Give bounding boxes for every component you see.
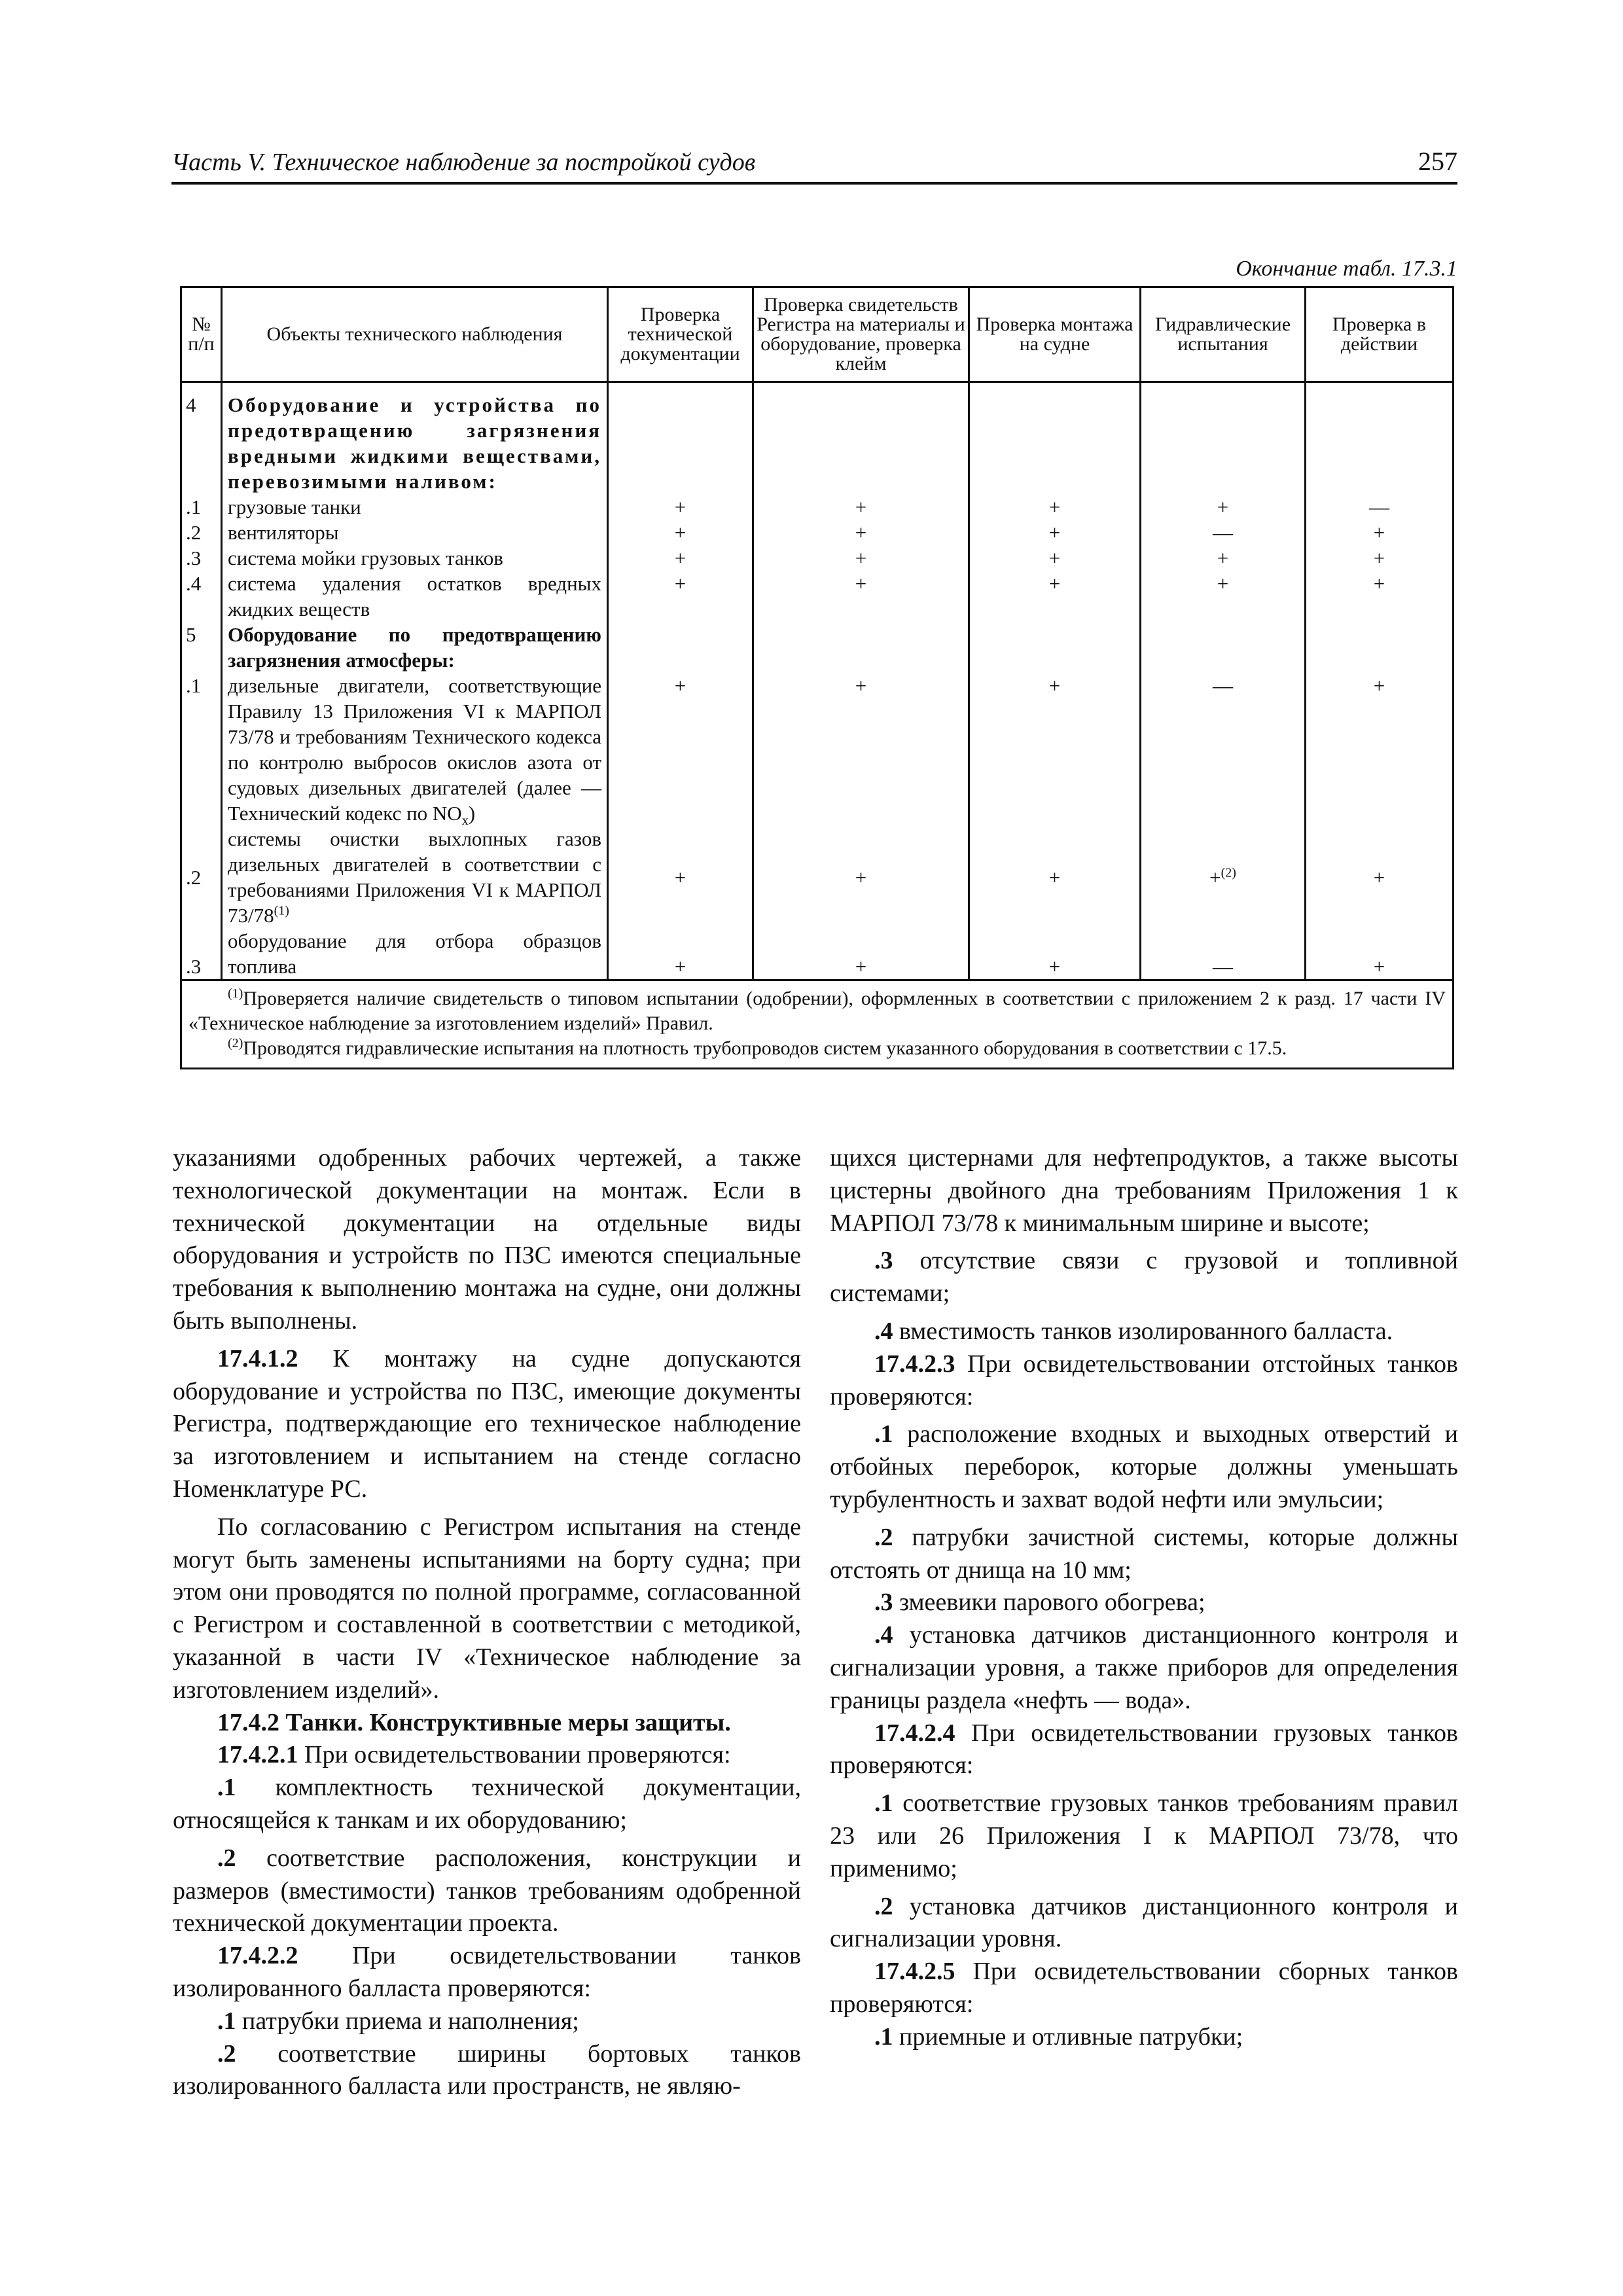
table-row: [181, 622, 1454, 673]
supervision-table: [180, 286, 1454, 1069]
row-object-text: системы очистки выхлопных газов дизельных двигателей в соответствии с требованиями Приложения VI к МАРПОЛ 73/78: [228, 827, 601, 927]
paragraph-text: установка датчиков дистанционного контроля и сигнализации уровня, а также приборов для определения границы раздела «нефть — вода».: [830, 1621, 1458, 1714]
paragraph-text: комплектность технической документации, относящейся к танкам и их оборудованию;: [173, 1774, 801, 1834]
item-number: .4: [874, 1621, 893, 1649]
item-number: .3: [874, 1588, 893, 1617]
row-mark: [608, 622, 753, 673]
row-object: система удаления остатков вредных жидких веществ: [222, 571, 608, 622]
row-mark: +: [608, 494, 753, 520]
paragraph-text: соответствие расположения, конструкции и размеров (вместимости) танков требованиям одобренной технической документации проекта.: [173, 1844, 801, 1937]
paragraph: [173, 1842, 801, 1940]
item-number: .1: [217, 2007, 236, 2035]
clause-number: 17.4.2.5: [874, 1958, 955, 1986]
row-mark: +: [608, 545, 753, 571]
paragraph-text: приемные и отливные патрубки;: [893, 2022, 1243, 2051]
row-mark: [1306, 622, 1454, 673]
col-header-hydraulic: Гидравлические испытания: [1141, 287, 1306, 382]
section-heading: 17.4.2 Танки. Конструктивные меры защиты.: [217, 1708, 731, 1736]
paragraph: указаниями одобренных рабочих чертежей, а также технологической документации на монтаж. Если в технической документации на отдельные виды оборудования и устройств по ПЗС имеются специальные требования к выполнению монтажа на судне, они должны быть выполнены.: [173, 1144, 801, 1335]
left-column: [173, 1142, 801, 2103]
row-mark: +: [753, 545, 969, 571]
table-row: [181, 826, 1454, 928]
table-caption: Окончание табл. 17.3.1: [1236, 257, 1457, 281]
table-row: [181, 494, 1454, 520]
row-mark: +: [1306, 673, 1454, 826]
paragraph-text: патрубки зачистной системы, которые должны отстоять от днища на 10 мм;: [830, 1523, 1458, 1584]
paragraph-text: вместимость танков изолированного балласта.: [893, 1317, 1393, 1345]
paragraph: [173, 1940, 801, 2005]
table-header-row: [181, 287, 1454, 382]
page-number: 257: [1418, 147, 1457, 176]
paragraph-text: змеевики парового обогрева;: [893, 1588, 1205, 1617]
paragraph-text: При освидетельствовании проверяются:: [298, 1741, 731, 1769]
row-mark: +: [753, 520, 969, 545]
footnote-1: [188, 986, 1446, 1036]
row-mark: +: [608, 673, 753, 826]
row-mark: —: [1306, 494, 1454, 520]
row-mark: +: [1141, 545, 1306, 571]
col-header-operation: Проверка в действии: [1306, 287, 1454, 382]
clause-number: 17.4.2.4: [874, 1719, 955, 1747]
paragraph: [173, 2038, 801, 2104]
row-mark: [969, 382, 1141, 495]
footnote-ref: (2): [1221, 865, 1236, 880]
table-row: [181, 545, 1454, 571]
table-row: [181, 928, 1454, 980]
paragraph-text: К монтажу на судне допускаются оборудование и устройства по ПЗС, имеющие документы Регистра, подтверждающие его техническое наблюдение за изготовлением и испытанием на стенде согласно Номенклатуре РС.: [173, 1344, 801, 1503]
paragraph: [830, 1619, 1458, 1717]
row-mark: +: [1209, 865, 1221, 889]
paragraph: [830, 1522, 1458, 1587]
row-object: система мойки грузовых танков: [222, 545, 608, 571]
row-mark: +: [753, 826, 969, 928]
col-header-certificates: Проверка свидетельств Регистра на материалы и оборудование, проверка клейм: [753, 287, 969, 382]
row-number: .1: [181, 673, 222, 826]
paragraph-text: патрубки приема и наполнения;: [236, 2007, 579, 2035]
row-object: [222, 673, 608, 829]
row-mark: +: [1306, 928, 1454, 980]
row-mark: —: [1141, 520, 1306, 545]
col-header-num: № п/п: [181, 287, 222, 382]
paragraph-text: При освидетельствовании танков изолированного балласта проверяются:: [173, 1942, 801, 2002]
row-mark: +: [753, 928, 969, 980]
table-footnotes: [181, 980, 1454, 1069]
paragraph: [830, 1891, 1458, 1956]
row-mark: +: [1306, 826, 1454, 928]
col-header-object: Объекты технического наблюдения: [222, 287, 608, 382]
paragraph: [173, 1772, 801, 1837]
row-object: [222, 826, 608, 928]
footnote-2-mark: (2): [228, 1036, 243, 1050]
row-object: Оборудование и устройства по предотвращению загрязнения вредными жидкими веществами, перевозимыми наливом:: [222, 382, 608, 495]
clause-number: 17.4.1.2: [217, 1344, 298, 1372]
paragraph: [830, 1587, 1458, 1619]
row-mark: [1141, 622, 1306, 673]
item-number: .1: [874, 1420, 893, 1448]
row-number: .3: [181, 928, 222, 980]
item-number: .1: [874, 2022, 893, 2051]
row-mark: +: [608, 928, 753, 980]
item-number: .2: [217, 1844, 236, 1872]
row-number: .2: [181, 826, 222, 928]
clause-number: 17.4.2.3: [874, 1350, 955, 1378]
row-number: .1: [181, 494, 222, 520]
paragraph-text: расположение входных и выходных отверстий и отбойных переборок, которые должны уменьшать турбулентность и захват водой нефти или эмульсии;: [830, 1420, 1458, 1513]
row-mark: +: [1141, 494, 1306, 520]
table-row: [181, 382, 1454, 495]
footnote-1-mark: (1): [228, 986, 243, 1001]
row-object-text: дизельные двигатели, соответствующие Правилу 13 Приложения VI к МАРПОЛ 73/78 и требованиям Технического кодекса по контролю выбросов окислов азота от судовых дизельных двигателей (далее — Технический кодекс по NO: [228, 674, 601, 825]
row-mark: +: [753, 494, 969, 520]
row-mark-with-ref: [1141, 826, 1306, 928]
item-number: .4: [874, 1317, 893, 1345]
col-header-installation: Проверка монтажа на судне: [969, 287, 1141, 382]
row-object-subscript: x: [461, 814, 469, 829]
row-mark: [1141, 382, 1306, 495]
row-mark: +: [969, 571, 1141, 622]
paragraph: щихся цистернами для нефтепродуктов, а также высоты цистерны двойного дна требованиям Приложения 1 к МАРПОЛ 73/78 к минимальным ширине и высоте;: [830, 1144, 1458, 1237]
row-mark: [608, 382, 753, 495]
item-number: .1: [874, 1789, 893, 1818]
row-mark: +: [753, 571, 969, 622]
item-number: .2: [217, 2039, 236, 2068]
paragraph-text: установка датчиков дистанционного контроля и сигнализации уровня.: [830, 1892, 1458, 1953]
row-object: грузовые танки: [222, 494, 608, 520]
paragraph-text: соответствие грузовых танков требованиям правил 23 или 26 Приложения I к МАРПОЛ 73/78, что применимо;: [830, 1789, 1458, 1882]
footnote-2: [188, 1036, 1446, 1061]
paragraph: [830, 1245, 1458, 1310]
item-number: .2: [874, 1892, 893, 1920]
row-mark: +: [969, 520, 1141, 545]
row-mark: [753, 622, 969, 673]
row-mark: —: [1141, 673, 1306, 826]
row-mark: [969, 622, 1141, 673]
item-number: .3: [874, 1247, 893, 1275]
row-mark: +: [969, 928, 1141, 980]
col-header-docs: Проверка технической документации: [608, 287, 753, 382]
row-mark: +: [753, 673, 969, 826]
clause-number: 17.4.2.2: [217, 1942, 298, 1970]
paragraph-text: При освидетельствовании отстойных танков проверяются:: [830, 1350, 1458, 1410]
row-mark: +: [969, 494, 1141, 520]
row-mark: +: [608, 571, 753, 622]
right-column: [830, 1142, 1458, 2054]
paragraph: [173, 1739, 801, 1772]
row-mark: [753, 382, 969, 495]
clause-number: 17.4.2.1: [217, 1741, 298, 1769]
paragraph-text: При освидетельствовании грузовых танков проверяются:: [830, 1719, 1458, 1780]
row-object-tail: ): [468, 802, 476, 825]
item-number: .2: [874, 1523, 893, 1551]
page-header: [171, 139, 1457, 185]
row-mark: [1306, 382, 1454, 495]
table-footnotes-row: [181, 980, 1454, 1069]
table-row: [181, 520, 1454, 545]
row-mark: +: [1141, 571, 1306, 622]
paragraph: [830, 1316, 1458, 1348]
paragraph: [173, 2005, 801, 2038]
footnote-1-text: Проверяется наличие свидетельств о типовом испытании (одобрении), оформленных в соответствии с приложением 2 к разд. 17 части IV «Техническое наблюдение за изготовлением изделий» Правил.: [188, 988, 1446, 1034]
row-number: .2: [181, 520, 222, 545]
row-mark: +: [608, 826, 753, 928]
row-number: 4: [181, 382, 222, 495]
row-object: вентиляторы: [222, 520, 608, 545]
paragraph: [173, 1343, 801, 1506]
row-mark: +: [608, 520, 753, 545]
row-mark: +: [1306, 571, 1454, 622]
table-row: [181, 571, 1454, 622]
paragraph-text: отсутствие связи с грузовой и топливной системами;: [830, 1247, 1458, 1308]
running-title: Часть V. Техническое наблюдение за постройкой судов: [171, 149, 756, 176]
footnote-ref: (1): [274, 903, 289, 918]
paragraph-text: При освидетельствовании сборных танков проверяются:: [830, 1958, 1458, 2018]
row-mark: +: [969, 826, 1141, 928]
row-number: .3: [181, 545, 222, 571]
paragraph: [830, 1717, 1458, 1783]
row-object: оборудование для отбора образцов топлива: [222, 928, 608, 980]
table-row: [181, 673, 1454, 826]
paragraph: [830, 1418, 1458, 1516]
row-mark: +: [1306, 545, 1454, 571]
row-mark: —: [1141, 928, 1306, 980]
paragraph: [830, 2021, 1458, 2054]
row-object: Оборудование по предотвращению загрязнения атмосферы:: [222, 622, 608, 673]
paragraph-text: соответствие ширины бортовых танков изолированного балласта или пространств, не являю-: [173, 2039, 801, 2100]
paragraph: [830, 1787, 1458, 1885]
row-mark: +: [1306, 520, 1454, 545]
paragraph: [830, 1956, 1458, 2021]
row-mark: +: [969, 673, 1141, 826]
footnote-2-text: Проводятся гидравлические испытания на плотность трубопроводов систем указанного оборудования в соответствии с 17.5.: [243, 1037, 1287, 1059]
row-mark: +: [969, 545, 1141, 571]
paragraph: [830, 1348, 1458, 1414]
item-number: .1: [217, 1774, 236, 1802]
row-number: 5: [181, 622, 222, 673]
row-number: .4: [181, 571, 222, 622]
paragraph: По согласованию с Регистром испытания на стенде могут быть заменены испытаниями на борту судна; при этом они проводятся по полной программе, согласованной с Регистром и составленной в соответствии с методикой, указанной в части IV «Техническое наблюдение за изготовлением изделий».: [173, 1513, 801, 1704]
